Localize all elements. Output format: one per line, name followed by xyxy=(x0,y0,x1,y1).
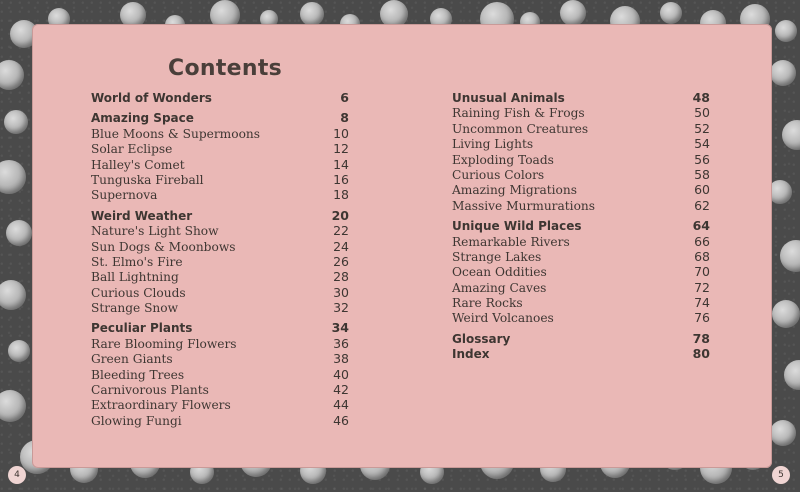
entry-label: Carnivorous Plants xyxy=(91,383,209,398)
entry-label: Amazing Space xyxy=(91,111,194,126)
contents-entry xyxy=(91,367,349,382)
contents-entry xyxy=(452,198,710,213)
contents-section-heading xyxy=(452,346,710,361)
entry-label: Exploding Toads xyxy=(452,152,554,167)
entry-label: Peculiar Plants xyxy=(91,321,193,336)
entry-label: Amazing Caves xyxy=(452,280,547,295)
entry-label: Halley's Comet xyxy=(91,157,185,172)
contents-entry xyxy=(452,234,710,249)
entry-page-number: 20 xyxy=(331,207,349,223)
contents-entry xyxy=(452,105,710,120)
contents-entry xyxy=(91,285,349,300)
entry-label: Green Giants xyxy=(91,352,173,367)
bubble-decoration xyxy=(0,390,26,422)
bubble-decoration xyxy=(0,60,24,90)
contents-section-heading xyxy=(91,110,349,125)
page-number-left: 4 xyxy=(8,466,26,484)
entry-page-number: 66 xyxy=(694,233,710,249)
entry-label: Strange Snow xyxy=(91,301,179,316)
contents-column-right xyxy=(452,90,710,362)
contents-entry xyxy=(452,136,710,151)
entry-page-number: 18 xyxy=(333,187,349,203)
bubble-decoration xyxy=(560,0,586,26)
contents-entry xyxy=(452,249,710,264)
entry-page-number: 60 xyxy=(694,182,710,198)
entry-label: Curious Colors xyxy=(452,167,545,182)
contents-entry xyxy=(91,413,349,428)
page-number-right: 5 xyxy=(772,466,790,484)
bubble-decoration xyxy=(782,120,800,150)
bubble-decoration xyxy=(660,2,682,24)
entry-page-number: 40 xyxy=(333,366,349,382)
entry-label: Amazing Migrations xyxy=(452,183,577,198)
entry-label: Ball Lightning xyxy=(91,270,179,285)
entry-label: Weird Weather xyxy=(91,208,193,223)
bubble-decoration xyxy=(770,420,796,446)
entry-page-number: 32 xyxy=(333,300,349,316)
entry-label: Blue Moons & Supermoons xyxy=(91,126,261,141)
bubble-decoration xyxy=(772,300,800,328)
entry-label: St. Elmo's Fire xyxy=(91,254,183,269)
entry-label: Solar Eclipse xyxy=(91,142,173,157)
contents-entry xyxy=(91,300,349,315)
entry-page-number: 12 xyxy=(333,141,349,157)
bubble-decoration xyxy=(6,220,32,246)
contents-column-left xyxy=(91,90,349,428)
entry-page-number: 48 xyxy=(692,90,710,105)
entry-page-number: 44 xyxy=(333,397,349,413)
entry-page-number: 68 xyxy=(694,248,710,264)
contents-entry xyxy=(452,182,710,197)
bubble-decoration xyxy=(300,2,324,26)
entry-page-number: 52 xyxy=(694,120,710,136)
contents-entry xyxy=(452,264,710,279)
contents-entry xyxy=(452,121,710,136)
entry-label: Rare Blooming Flowers xyxy=(91,336,237,351)
bubble-decoration xyxy=(775,20,797,42)
bubble-decoration xyxy=(0,280,26,310)
entry-label: Tunguska Fireball xyxy=(91,172,204,187)
entry-label: Glowing Fungi xyxy=(91,413,182,428)
entry-page-number: 38 xyxy=(333,351,349,367)
entry-page-number: 62 xyxy=(694,197,710,213)
contents-entry xyxy=(452,167,710,182)
contents-entry xyxy=(91,126,349,141)
entry-label: Index xyxy=(452,347,490,362)
entry-page-number: 74 xyxy=(694,295,710,311)
entry-page-number: 26 xyxy=(333,253,349,269)
contents-entry xyxy=(91,239,349,254)
entry-label: Nature's Light Show xyxy=(91,224,219,239)
entry-label: Strange Lakes xyxy=(452,249,542,264)
contents-entry xyxy=(452,310,710,325)
entry-page-number: 78 xyxy=(692,330,710,346)
contents-section-heading xyxy=(452,90,710,105)
entry-label: World of Wonders xyxy=(91,91,212,105)
entry-page-number: 16 xyxy=(333,171,349,187)
entry-page-number: 8 xyxy=(340,110,349,126)
entry-page-number: 46 xyxy=(333,412,349,428)
entry-page-number: 70 xyxy=(694,264,710,280)
contents-entry xyxy=(91,187,349,202)
bubble-decoration xyxy=(784,360,800,390)
entry-label: Glossary xyxy=(452,331,511,346)
contents-entry xyxy=(91,223,349,238)
contents-section-heading xyxy=(91,90,349,105)
entry-label: Unusual Animals xyxy=(452,91,565,105)
contents-section-heading xyxy=(452,218,710,233)
entry-label: Sun Dogs & Moonbows xyxy=(91,239,236,254)
entry-page-number: 6 xyxy=(340,90,349,105)
entry-page-number: 54 xyxy=(694,136,710,152)
contents-entry xyxy=(91,254,349,269)
entry-label: Ocean Oddities xyxy=(452,265,547,280)
page-title: Contents xyxy=(168,56,283,81)
entry-page-number: 76 xyxy=(694,310,710,326)
entry-label: Curious Clouds xyxy=(91,285,186,300)
entry-page-number: 58 xyxy=(694,166,710,182)
entry-label: Rare Rocks xyxy=(452,296,523,311)
entry-label: Supernova xyxy=(91,188,158,203)
entry-label: Unique Wild Places xyxy=(452,219,582,234)
entry-page-number: 72 xyxy=(694,279,710,295)
contents-entry xyxy=(91,382,349,397)
bubble-decoration xyxy=(8,340,30,362)
entry-page-number: 50 xyxy=(694,105,710,121)
entry-page-number: 30 xyxy=(333,284,349,300)
entry-label: Raining Fish & Frogs xyxy=(452,106,585,121)
bubble-decoration xyxy=(4,110,28,134)
entry-label: Uncommon Creatures xyxy=(452,121,589,136)
bubble-decoration xyxy=(780,240,800,272)
entry-page-number: 28 xyxy=(333,269,349,285)
entry-label: Bleeding Trees xyxy=(91,367,185,382)
contents-section-heading xyxy=(452,331,710,346)
contents-entry xyxy=(91,141,349,156)
entry-label: Weird Volcanoes xyxy=(452,311,554,326)
contents-entry xyxy=(91,172,349,187)
contents-entry xyxy=(452,295,710,310)
contents-entry xyxy=(91,351,349,366)
contents-entry xyxy=(91,336,349,351)
contents-entry xyxy=(452,152,710,167)
bubble-decoration xyxy=(770,60,796,86)
entry-page-number: 24 xyxy=(333,238,349,254)
contents-entry xyxy=(91,269,349,284)
entry-page-number: 80 xyxy=(692,346,710,362)
entry-label: Extraordinary Flowers xyxy=(91,398,231,413)
contents-entry xyxy=(452,280,710,295)
entry-page-number: 64 xyxy=(692,218,710,234)
entry-page-number: 10 xyxy=(333,125,349,141)
contents-entry xyxy=(91,397,349,412)
entry-page-number: 14 xyxy=(333,156,349,172)
entry-page-number: 36 xyxy=(333,335,349,351)
entry-page-number: 34 xyxy=(331,320,349,336)
bubble-decoration xyxy=(0,160,26,194)
entry-label: Living Lights xyxy=(452,137,534,152)
contents-section-heading xyxy=(91,320,349,335)
entry-page-number: 42 xyxy=(333,382,349,398)
entry-page-number: 22 xyxy=(333,223,349,239)
contents-entry xyxy=(91,157,349,172)
contents-section-heading xyxy=(91,208,349,223)
entry-label: Massive Murmurations xyxy=(452,198,596,213)
entry-page-number: 56 xyxy=(694,151,710,167)
entry-label: Remarkable Rivers xyxy=(452,234,570,249)
